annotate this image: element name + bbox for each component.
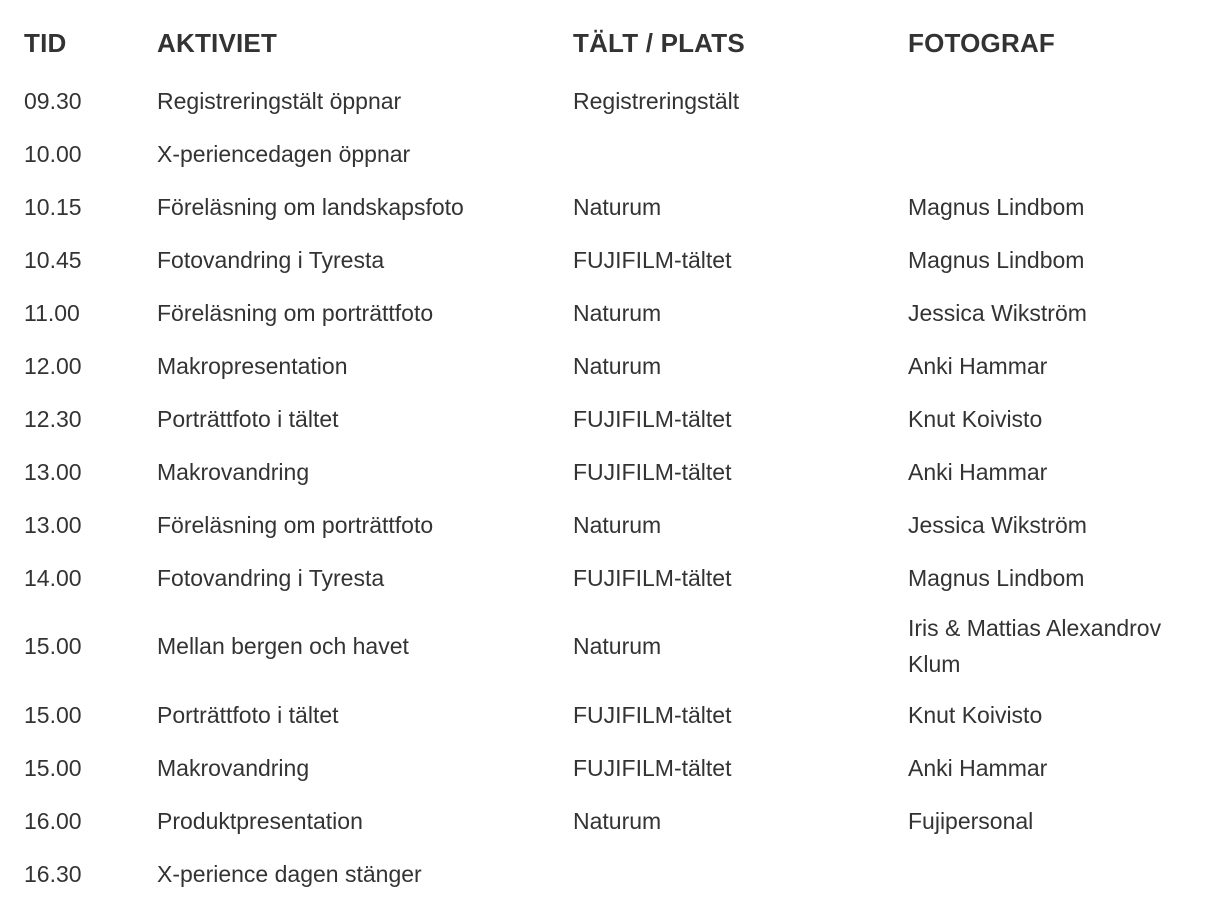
cell-place: Naturum — [573, 633, 662, 659]
cell-activity: Makrovandring — [157, 458, 310, 485]
table-row — [24, 498, 1198, 551]
cell-photographer: Magnus Lindbom — [908, 246, 1085, 273]
cell-activity: Porträttfoto i tältet — [157, 701, 339, 728]
cell-activity: Mellan bergen och havet — [157, 633, 409, 659]
table-row — [24, 794, 1198, 847]
cell-place: FUJIFILM-tältet — [573, 754, 732, 781]
cell-activity: Produktpresentation — [157, 807, 363, 834]
header-place: TÄLT / PLATS — [573, 27, 745, 58]
cell-photographer: Anki Hammar — [908, 352, 1048, 379]
table-row — [24, 286, 1198, 339]
cell-activity: Porträttfoto i tältet — [157, 405, 339, 432]
cell-time: 12.30 — [24, 405, 82, 432]
cell-place: FUJIFILM-tältet — [573, 246, 732, 273]
table-row — [24, 741, 1198, 794]
cell-activity: Makrovandring — [157, 754, 310, 781]
cell-activity: Makropresentation — [157, 352, 348, 379]
cell-place: Naturum — [573, 352, 662, 379]
cell-place — [573, 847, 908, 900]
cell-place: FUJIFILM-tältet — [573, 458, 732, 485]
table-row — [24, 445, 1198, 498]
cell-time: 13.00 — [24, 458, 82, 485]
cell-place: FUJIFILM-tältet — [573, 405, 732, 432]
cell-time: 16.30 — [24, 860, 82, 887]
table-body — [24, 74, 1198, 900]
cell-time: 11.00 — [24, 299, 80, 326]
cell-time: 15.00 — [24, 633, 82, 659]
cell-photographer — [908, 847, 1198, 900]
table-row — [24, 551, 1198, 604]
table-row — [24, 127, 1198, 180]
cell-place: Naturum — [573, 511, 662, 538]
cell-activity: Föreläsning om porträttfoto — [157, 511, 434, 538]
cell-time: 12.00 — [24, 352, 82, 379]
cell-activity: X-periencedagen öppnar — [157, 140, 411, 167]
cell-photographer: Anki Hammar — [908, 754, 1048, 781]
cell-time: 16.00 — [24, 807, 82, 834]
cell-time: 09.30 — [24, 87, 82, 114]
cell-place: Naturum — [573, 299, 662, 326]
cell-time: 14.00 — [24, 564, 82, 591]
cell-photographer: Anki Hammar — [908, 458, 1048, 485]
cell-time: 13.00 — [24, 511, 82, 538]
cell-activity: Föreläsning om porträttfoto — [157, 299, 434, 326]
table-row — [24, 604, 1198, 688]
table-row — [24, 180, 1198, 233]
header-time: TID — [24, 27, 67, 58]
table-row — [24, 233, 1198, 286]
cell-place: Naturum — [573, 193, 662, 220]
header-activity: AKTIVIET — [157, 27, 278, 58]
cell-photographer: Iris & Mattias Alexandrov Klum — [908, 615, 1162, 677]
header-row — [24, 12, 1198, 74]
table-row — [24, 74, 1198, 127]
cell-time: 15.00 — [24, 701, 82, 728]
cell-activity: Fotovandring i Tyresta — [157, 564, 385, 591]
header-photographer: FOTOGRAF — [908, 27, 1055, 58]
cell-photographer: Knut Koivisto — [908, 405, 1043, 432]
cell-place: FUJIFILM-tältet — [573, 701, 732, 728]
cell-time: 10.15 — [24, 193, 82, 220]
cell-photographer: Fujipersonal — [908, 807, 1034, 834]
cell-activity: Föreläsning om landskapsfoto — [157, 193, 464, 220]
table-row — [24, 392, 1198, 445]
cell-photographer: Magnus Lindbom — [908, 193, 1085, 220]
cell-photographer: Jessica Wikström — [908, 299, 1087, 326]
cell-photographer — [908, 74, 1198, 127]
cell-place: Registreringstält — [573, 87, 740, 114]
cell-place: FUJIFILM-tältet — [573, 564, 732, 591]
cell-time: 10.45 — [24, 246, 82, 273]
cell-time: 10.00 — [24, 140, 82, 167]
cell-photographer: Knut Koivisto — [908, 701, 1043, 728]
table-row — [24, 847, 1198, 900]
table-row — [24, 688, 1198, 741]
cell-photographer — [908, 127, 1198, 180]
cell-activity: Registreringstält öppnar — [157, 87, 402, 114]
cell-photographer: Magnus Lindbom — [908, 564, 1085, 591]
table-header — [24, 12, 1198, 74]
cell-activity: X-perience dagen stänger — [157, 860, 422, 887]
cell-time: 15.00 — [24, 754, 82, 781]
cell-place: Naturum — [573, 807, 662, 834]
cell-activity: Fotovandring i Tyresta — [157, 246, 385, 273]
cell-place — [573, 127, 908, 180]
schedule-table — [24, 12, 1198, 900]
cell-photographer: Jessica Wikström — [908, 511, 1087, 538]
table-row — [24, 339, 1198, 392]
